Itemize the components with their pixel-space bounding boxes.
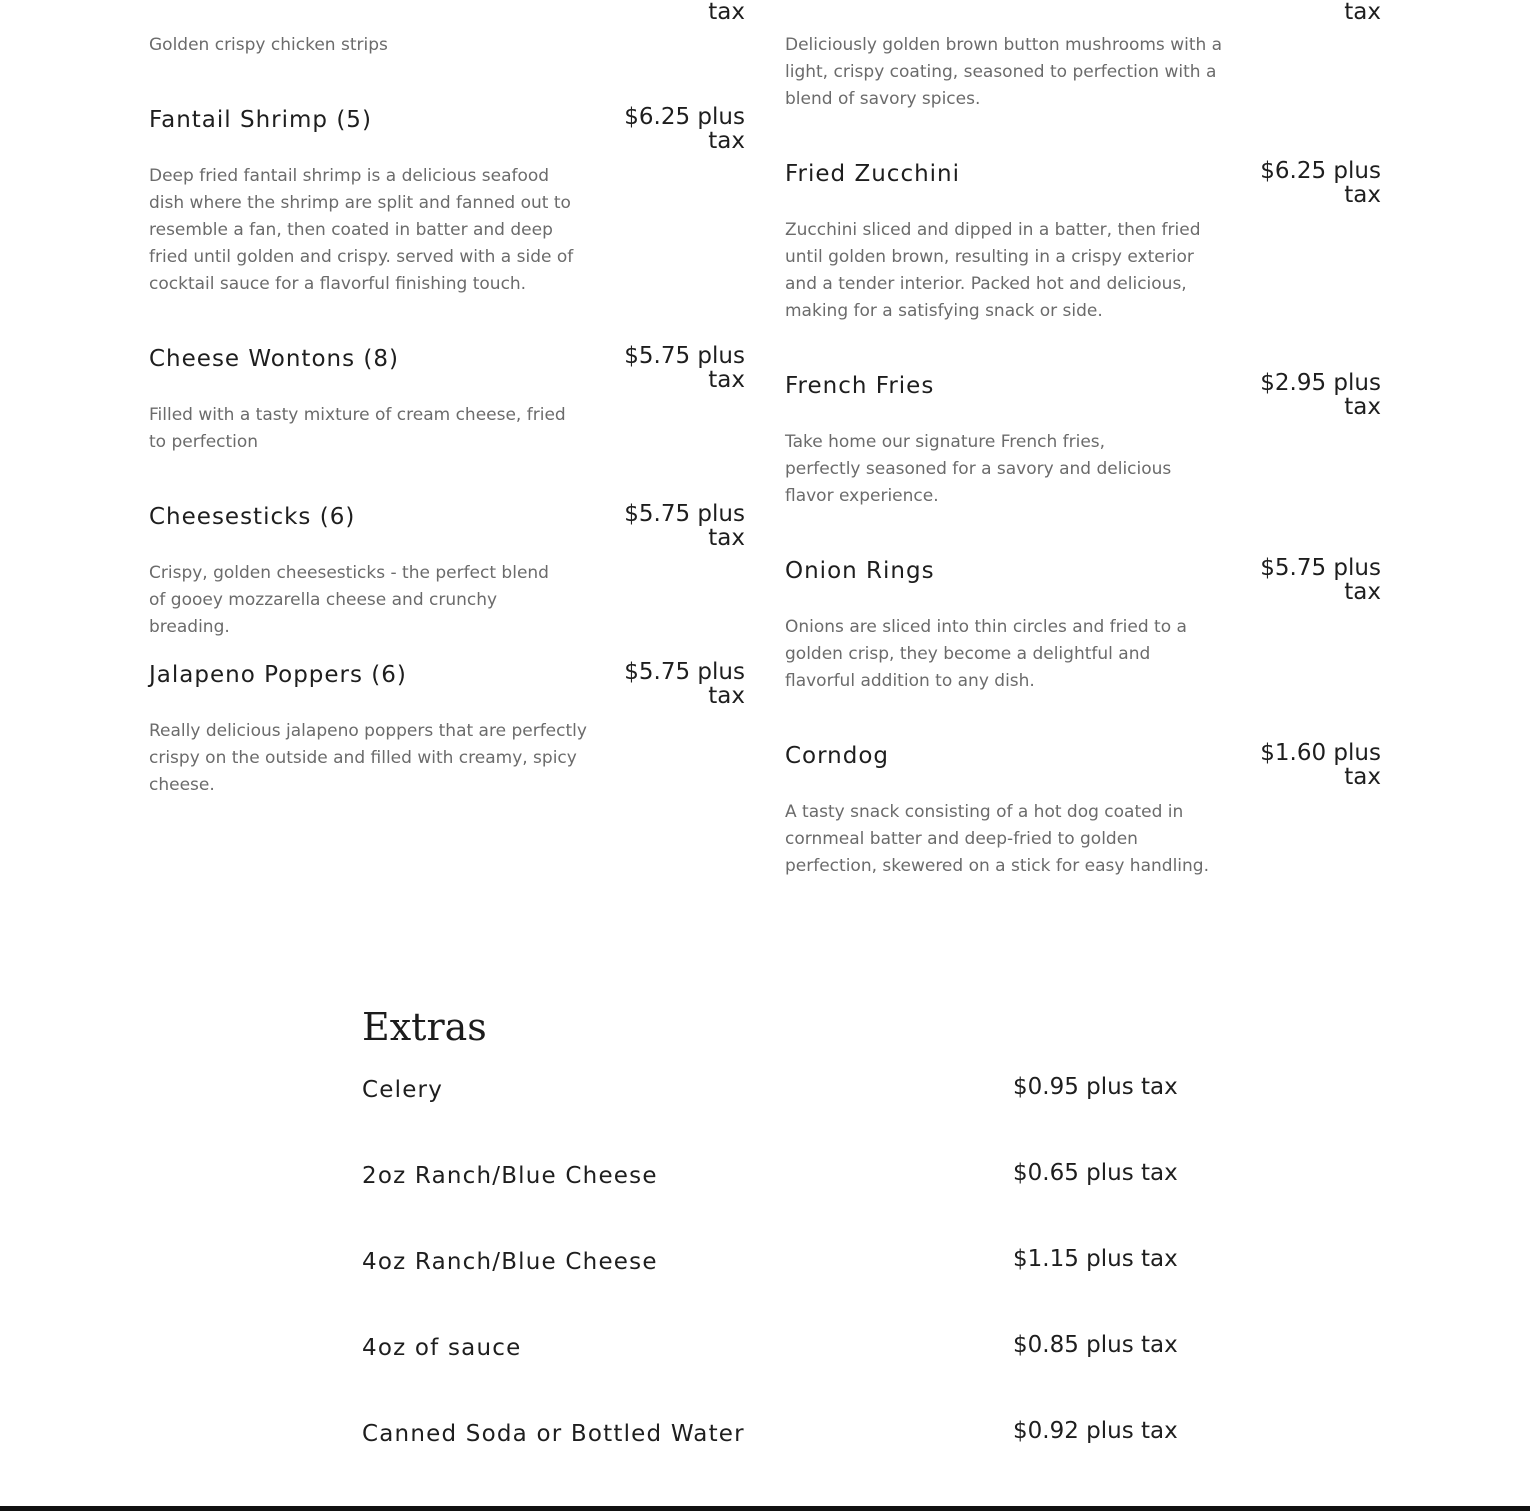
extras-heading: Extras [362, 1005, 487, 1049]
item-price: $5.75 plus tax [624, 343, 745, 393]
extra-name: 4oz of sauce [362, 1335, 522, 1361]
item-description: Deliciously golden brown button mushrooms with a light, crispy coating, seasoned to perfection with a blend of savory spices. [785, 35, 1223, 109]
extra-price: $0.95 plus tax [1013, 1074, 1178, 1100]
item-name: Fantail Shrimp (5) [149, 107, 372, 133]
item-price: $1.60 plus tax [1260, 740, 1381, 790]
footer-divider [0, 1506, 1530, 1511]
item-description: Golden crispy chicken strips [149, 35, 388, 55]
item-description: Zucchini sliced and dipped in a batter, then fried until golden brown, resulting in a crispy exterior and a tender interior. Packed hot and delicious, making for a satisfying snack or side. [785, 220, 1201, 321]
item-price: tax [708, 0, 745, 25]
item-description: Onions are sliced into thin circles and fried to a golden crisp, they become a delightful and flavorful addition to any dish. [785, 617, 1187, 691]
item-price: $5.75 plus tax [1260, 555, 1381, 605]
item-price: $5.75 plus tax [624, 501, 745, 551]
item-description: Take home our signature French fries, perfectly seasoned for a savory and delicious flavor experience. [785, 432, 1172, 506]
item-name: Onion Rings [785, 558, 935, 584]
extra-name: Celery [362, 1077, 444, 1103]
extra-name: Canned Soda or Bottled Water [362, 1421, 745, 1447]
item-description: Crispy, golden cheesesticks - the perfect blend of gooey mozzarella cheese and crunchy breading. [149, 563, 549, 637]
item-name: Fried Zucchini [785, 161, 961, 187]
item-description: Deep fried fantail shrimp is a delicious seafood dish where the shrimp are split and fanned out to resemble a fan, then coated in batter and deep fried until golden and crispy. served with a side of cocktail sauce for a flavorful finishing touch. [149, 166, 574, 294]
item-name: Jalapeno Poppers (6) [149, 662, 407, 688]
extra-price: $1.15 plus tax [1013, 1246, 1178, 1272]
item-description: Filled with a tasty mixture of cream cheese, fried to perfection [149, 405, 566, 452]
extra-price: $0.85 plus tax [1013, 1332, 1178, 1358]
item-name: Cheese Wontons (8) [149, 346, 399, 372]
item-description: A tasty snack consisting of a hot dog coated in cornmeal batter and deep-fried to golden perfection, skewered on a stick for easy handling. [785, 802, 1209, 876]
item-price: tax [1344, 0, 1381, 25]
extra-price: $0.92 plus tax [1013, 1418, 1178, 1444]
item-name: Cheesesticks (6) [149, 504, 356, 530]
item-name: Corndog [785, 743, 890, 769]
item-price: $6.25 plus tax [1260, 158, 1381, 208]
extra-name: 4oz Ranch/Blue Cheese [362, 1249, 658, 1275]
item-name: French Fries [785, 373, 935, 399]
item-price: $6.25 plus tax [624, 104, 745, 154]
extra-name: 2oz Ranch/Blue Cheese [362, 1163, 658, 1189]
item-price: $5.75 plus tax [624, 659, 745, 709]
extra-price: $0.65 plus tax [1013, 1160, 1178, 1186]
item-description: Really delicious jalapeno poppers that are perfectly crispy on the outside and filled with creamy, spicy cheese. [149, 721, 587, 795]
item-price: $2.95 plus tax [1260, 370, 1381, 420]
